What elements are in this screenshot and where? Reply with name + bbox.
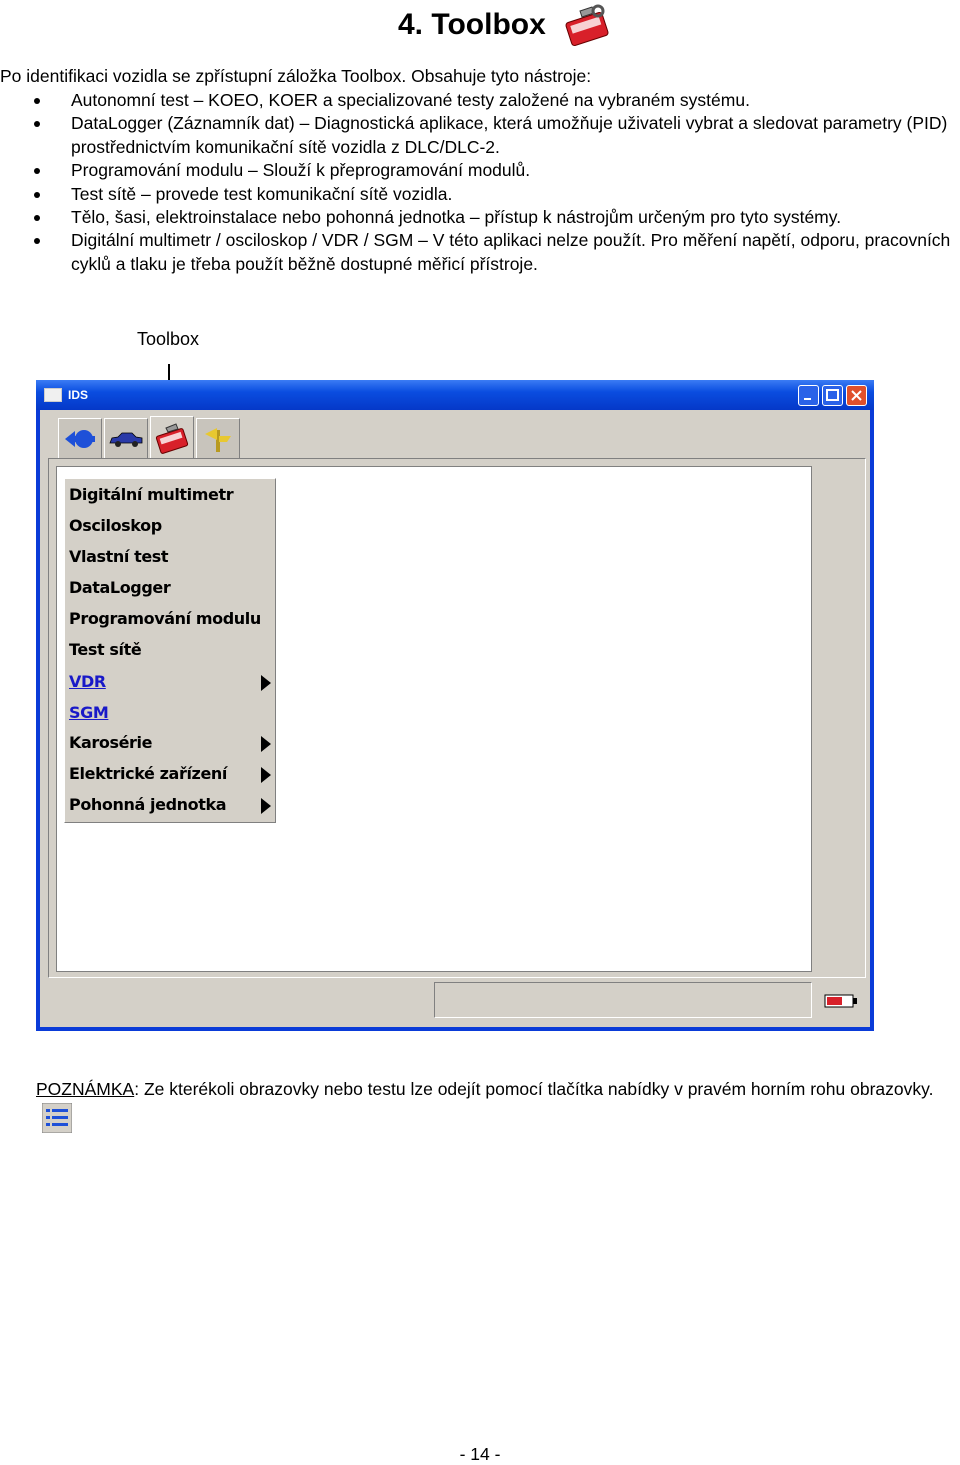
app-icon bbox=[44, 388, 62, 402]
toolbox-icon bbox=[562, 3, 612, 47]
tab-toolbox[interactable] bbox=[150, 416, 194, 458]
status-field bbox=[434, 982, 812, 1018]
page-number: - 14 - bbox=[459, 1444, 501, 1464]
bullet-icon bbox=[34, 168, 40, 174]
menu-item-vdr[interactable]: VDR bbox=[69, 670, 273, 694]
window-title: IDS bbox=[68, 388, 89, 402]
note-label: POZNÁMKA bbox=[36, 1079, 135, 1099]
note-paragraph bbox=[36, 1076, 956, 1133]
submenu-arrow-icon bbox=[261, 798, 271, 814]
toolbox-menu bbox=[64, 478, 276, 823]
toolbox-icon bbox=[154, 422, 190, 454]
window-client bbox=[40, 410, 870, 1027]
bullet-icon bbox=[34, 238, 40, 244]
close-button[interactable] bbox=[846, 385, 867, 406]
tab-strip bbox=[58, 418, 242, 460]
bullet-icon bbox=[34, 192, 40, 198]
battery-icon bbox=[824, 993, 858, 1009]
menu-item-datalogger[interactable]: DataLogger bbox=[69, 578, 171, 597]
menu-item-sgm[interactable]: SGM bbox=[69, 703, 109, 722]
bullet-icon bbox=[34, 215, 40, 221]
menu-item-custom-test[interactable]: Vlastní test bbox=[69, 547, 169, 566]
heading-number: 4. bbox=[398, 8, 424, 41]
note-text: : Ze kterékoli obrazovky nebo testu lze odejít pomocí tlačítka nabídky v pravém horním rohu obrazovky. bbox=[134, 1079, 934, 1099]
intro-text: Po identifikaci vozidla se zpřístupní záložka Toolbox. Obsahuje tyto nástroje: bbox=[0, 66, 592, 86]
list-item: Digitální multimetr / osciloskop / VDR / SGM – V této aplikaci nelze použít. Pro měření napětí, odporu, pracovních cyklů a tlaku je třeba použít běžně dostupné měřicí přístroje. bbox=[0, 229, 960, 276]
menu-item-network-test[interactable]: Test sítě bbox=[69, 640, 142, 659]
tab-signpost[interactable] bbox=[196, 418, 240, 458]
menu-item-powertrain[interactable]: Pohonná jednotka bbox=[69, 793, 273, 817]
window-titlebar[interactable] bbox=[36, 380, 874, 410]
tab-back[interactable] bbox=[58, 418, 102, 458]
maximize-button[interactable] bbox=[822, 385, 843, 406]
menu-list-icon bbox=[42, 1103, 72, 1133]
list-item: Tělo, šasi, elektroinstalace nebo pohonná jednotka – přístup k nástrojům určeným pro tyto systémy. bbox=[0, 206, 960, 229]
list-item: DataLogger (Záznamník dat) – Diagnostická aplikace, která umožňuje uživateli vybrat a sledovat parametry (PID) prostřednictvím komunikační sítě vozidla z DLC/DLC-2. bbox=[0, 112, 960, 159]
maximize-icon bbox=[823, 386, 842, 405]
menu-item-digital-multimeter[interactable]: Digitální multimetr bbox=[69, 485, 234, 504]
signpost-icon bbox=[203, 424, 233, 454]
tool-list bbox=[0, 89, 960, 276]
list-item: Test sítě – provede test komunikační sítě vozidla. bbox=[0, 183, 960, 206]
ids-window bbox=[36, 380, 874, 1031]
menu-item-body[interactable]: Karosérie bbox=[69, 731, 273, 755]
tab-vehicle[interactable] bbox=[104, 418, 148, 458]
page-heading bbox=[398, 3, 612, 47]
back-arrow-icon bbox=[63, 426, 97, 452]
bullet-icon bbox=[34, 98, 40, 104]
list-item: Programování modulu – Slouží k přeprogramování modulů. bbox=[0, 159, 960, 182]
vehicle-icon bbox=[108, 429, 144, 449]
close-icon bbox=[847, 386, 866, 405]
callout-label: Toolbox bbox=[137, 329, 200, 349]
submenu-arrow-icon bbox=[261, 767, 271, 783]
minimize-button[interactable] bbox=[798, 385, 819, 406]
submenu-arrow-icon bbox=[261, 736, 271, 752]
menu-item-electrical[interactable]: Elektrické zařízení bbox=[69, 762, 273, 786]
heading-title: Toolbox bbox=[431, 8, 546, 41]
bullet-icon bbox=[34, 121, 40, 127]
list-item: Autonomní test – KOEO, KOER a specializované testy založené na vybraném systému. bbox=[0, 89, 960, 112]
minimize-icon bbox=[799, 386, 818, 405]
menu-item-oscilloscope[interactable]: Osciloskop bbox=[69, 516, 162, 535]
menu-item-module-programming[interactable]: Programování modulu bbox=[69, 609, 261, 628]
submenu-arrow-icon bbox=[261, 675, 271, 691]
